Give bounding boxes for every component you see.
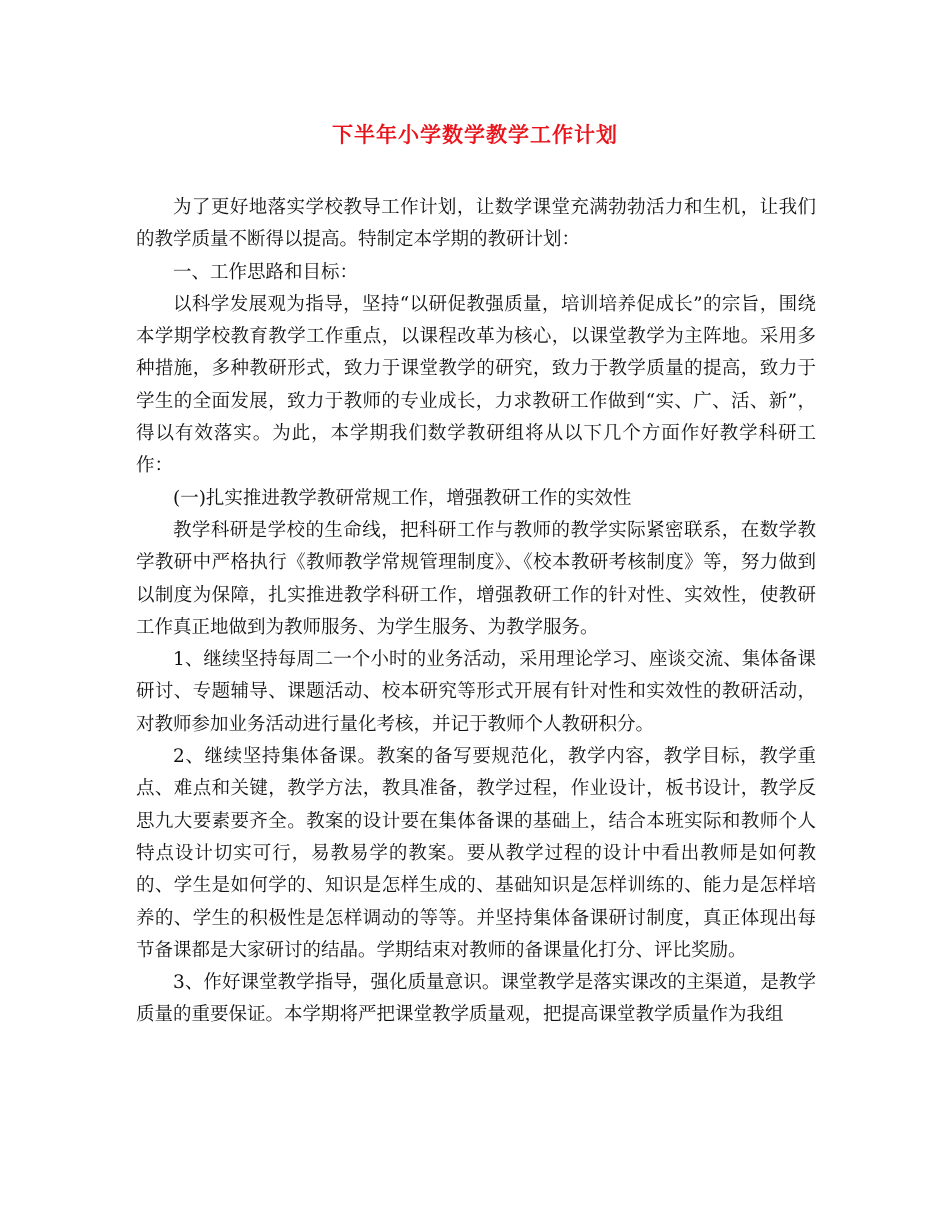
- heading-section-1: 一、工作思路和目标：: [173, 261, 359, 283]
- paragraph-item-3: 3、作好课堂教学指导，强化质量意识。课堂教学是落实课改的主渠道，是教学质量的重要保证。本学期将严把课堂教学质量观，把提高课堂教学质量作为我组: [136, 972, 816, 1026]
- paragraph-item-2: 2、继续坚持集体备课。教案的备写要规范化，教学内容，教学目标，教学重点、难点和关键，教学方法，教具准备，教学过程，作业设计，板书设计，教学反思九大要素要齐全。教案的设计要在集体备课的基础上，结合本班实际和教师个人特点设计切实可行，易教易学的教案。要从教学过程的设计中看出教师是如何教的、学生是如何学的、知识是怎样生成的、基础知识是怎样训练的、能力是怎样培养的、学生的积极性是怎样调动的等等。并坚持集体备课研讨制度，真正体现出每节备课都是大家研讨的结晶。学期结束对教师的备课量化打分、评比奖励。: [136, 746, 816, 961]
- paragraph-goals: 以科学发展观为指导，坚持“以研促教强质量，培训培养促成长”的宗旨，围绕本学期学校教育教学工作重点，以课程改革为核心，以课堂教学为主阵地。采用多种措施，多种教研形式，致力于课堂教学的研究，致力于教学质量的提高，致力于学生的全面发展，致力于教师的专业成长，力求教研工作做到“实、广、活、新”，得以有效落实。为此，本学期我们数学教研组将从以下几个方面作好教学科研工作：: [136, 293, 816, 477]
- heading-subsection-1: (一)扎实推进教学教研常规工作，增强教研工作的实效性: [173, 487, 632, 509]
- paragraph-intro: 为了更好地落实学校教导工作计划，让数学课堂充满勃勃活力和生机，让我们的教学质量不断得以提高。特制定本学期的教研计划：: [136, 197, 816, 251]
- document-title: 下半年小学数学教学工作计划: [332, 122, 618, 147]
- paragraph-item-1: 1、继续坚持每周二一个小时的业务活动，采用理论学习、座谈交流、集体备课研讨、专题辅导、课题活动、校本研究等形式开展有针对性和实效性的教研活动，对教师参加业务活动进行量化考核，并记于教师个人教研积分。: [136, 649, 816, 735]
- document-body: [136, 192, 816, 1032]
- paragraph-research: 教学科研是学校的生命线，把科研工作与教师的教学实际紧密联系，在数学教学教研中严格执行《教师教学常规管理制度》、《校本教研考核制度》等，努力做到以制度为保障，扎实推进教学科研工作，增强教研工作的针对性、实效性，使教研工作真正地做到为教师服务、为学生服务、为教学服务。: [136, 519, 816, 638]
